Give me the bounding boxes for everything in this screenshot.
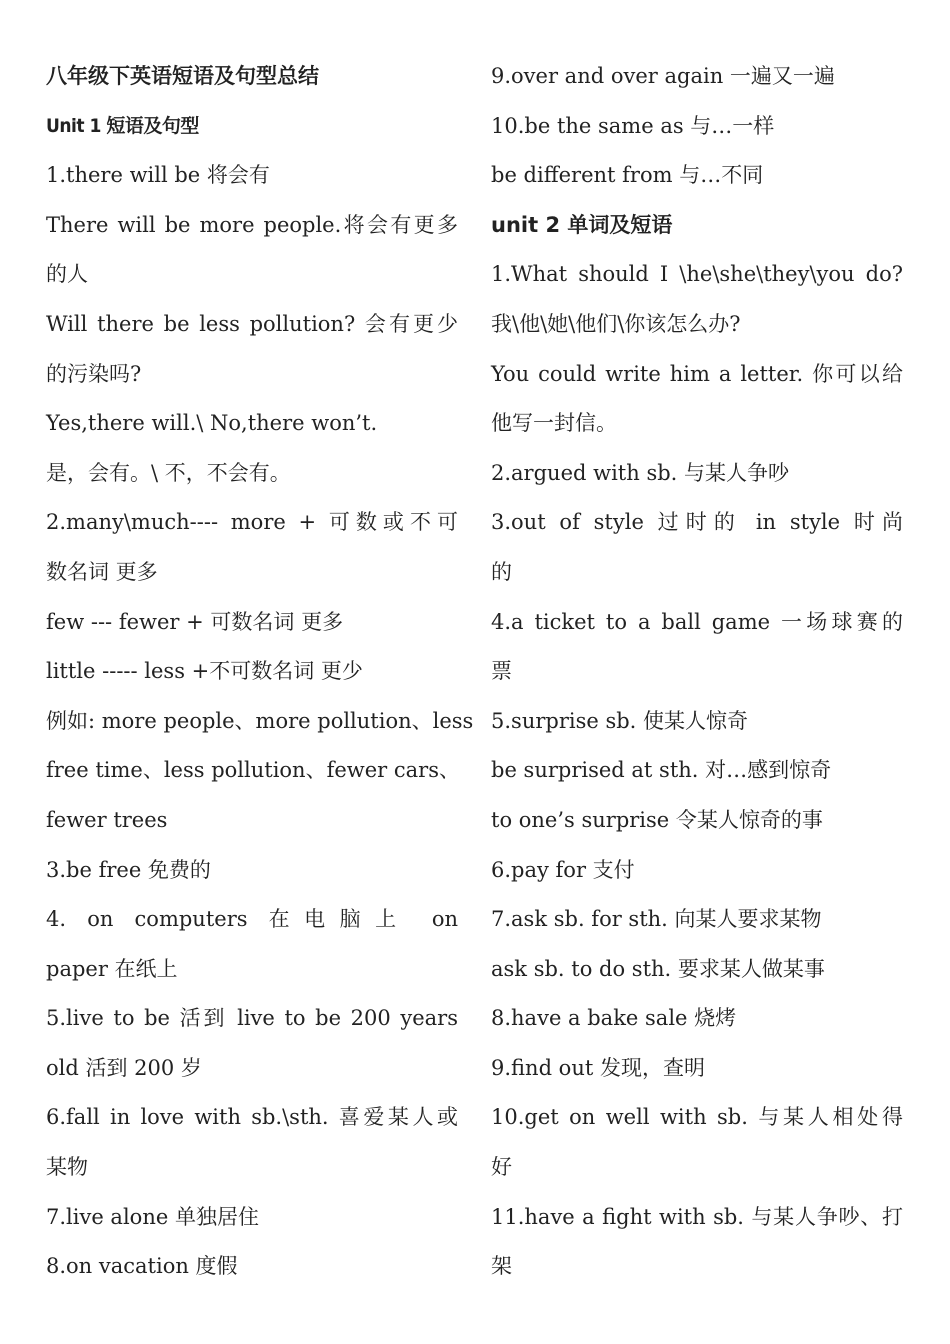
right-line-23: 11.have a fight with sb. 与某人争吵、打 bbox=[491, 1204, 903, 1229]
left-line-9: 2.many\much---- more + 可数或不可 bbox=[46, 510, 458, 535]
left-column bbox=[46, 52, 474, 1292]
left-line-14: free time、less pollution、fewer cars、 bbox=[46, 758, 460, 783]
right-line-20: 9.find out 发现，查明 bbox=[491, 1055, 705, 1080]
right-line-15: to one’s surprise 令某人惊奇的事 bbox=[491, 807, 823, 832]
right-line-13: 5.surprise sb. 使某人惊奇 bbox=[491, 708, 749, 733]
right-line-0: 9.over and over again 一遍又一遍 bbox=[491, 64, 835, 88]
left-line-6: 的污染吗? bbox=[46, 361, 142, 386]
left-line-24: 8.on vacation 度假 bbox=[46, 1254, 238, 1279]
right-line-8: 2.argued with sb. 与某人争吵 bbox=[491, 460, 790, 485]
right-line-17: 7.ask sb. for sth. 向某人要求某物 bbox=[491, 907, 822, 932]
left-line-7: Yes,there will.\ No,there won’t. bbox=[46, 411, 378, 436]
left-line-1: Unit 1 短语及句型 bbox=[46, 114, 199, 137]
left-line-13: 例如: more people、more pollution、less bbox=[46, 708, 474, 733]
left-line-10: 数名词 更多 bbox=[46, 559, 158, 584]
right-line-18: ask sb. to do sth. 要求某人做某事 bbox=[491, 956, 825, 981]
left-line-22: 某物 bbox=[46, 1155, 88, 1180]
left-line-17: 4. on computers 在电脑上 on bbox=[46, 907, 458, 932]
right-line-12: 票 bbox=[491, 659, 512, 684]
right-line-3: unit 2 单词及短语 bbox=[491, 212, 673, 237]
right-line-19: 8.have a bake sale 烧烤 bbox=[491, 1006, 737, 1031]
left-line-12: little ----- less +不可数名词 更少 bbox=[46, 659, 363, 684]
right-line-14: be surprised at sth. 对…感到惊奇 bbox=[491, 758, 832, 783]
right-line-10: 的 bbox=[491, 559, 512, 584]
right-line-11: 4.a ticket to a ball game 一场球赛的 bbox=[491, 609, 903, 634]
right-line-24: 架 bbox=[491, 1254, 512, 1279]
left-line-5: Will there be less pollution? 会有更少 bbox=[46, 311, 458, 336]
right-line-9: 3.out of style 过时的 in style 时尚 bbox=[491, 510, 903, 535]
right-line-1: 10.be the same as 与…一样 bbox=[491, 113, 775, 138]
right-line-16: 6.pay for 支付 bbox=[491, 857, 635, 882]
left-line-2: 1.there will be 将会有 bbox=[46, 163, 270, 188]
right-line-5: 我\他\她\他们\你该怎么办? bbox=[491, 311, 741, 336]
left-line-11: few --- fewer + 可数名词 更多 bbox=[46, 609, 344, 634]
left-line-20: old 活到 200 岁 bbox=[46, 1055, 202, 1080]
right-column bbox=[491, 52, 903, 1292]
left-line-0: 八年级下英语短语及句型总结 bbox=[46, 64, 319, 88]
left-line-16: 3.be free 免费的 bbox=[46, 857, 211, 882]
right-line-7: 他写一封信。 bbox=[491, 411, 617, 436]
right-line-2: be different from 与…不同 bbox=[491, 163, 764, 188]
left-line-21: 6.fall in love with sb.\sth. 喜爱某人或 bbox=[46, 1105, 458, 1130]
right-line-22: 好 bbox=[491, 1155, 512, 1180]
left-line-4: 的人 bbox=[46, 262, 88, 287]
left-line-15: fewer trees bbox=[46, 807, 168, 832]
right-line-6: You could write him a letter. 你可以给 bbox=[491, 361, 903, 386]
right-line-21: 10.get on well with sb. 与某人相处得 bbox=[491, 1105, 903, 1130]
left-line-19: 5.live to be 活到 live to be 200 years bbox=[46, 1006, 458, 1031]
left-line-8: 是，会有。\ 不，不会有。 bbox=[46, 460, 291, 485]
left-line-3: There will be more people.将会有更多 bbox=[46, 212, 458, 237]
left-line-23: 7.live alone 单独居住 bbox=[46, 1204, 259, 1229]
left-line-18: paper 在纸上 bbox=[46, 956, 178, 981]
right-line-4: 1.What should I \he\she\they\you do? bbox=[491, 262, 903, 287]
